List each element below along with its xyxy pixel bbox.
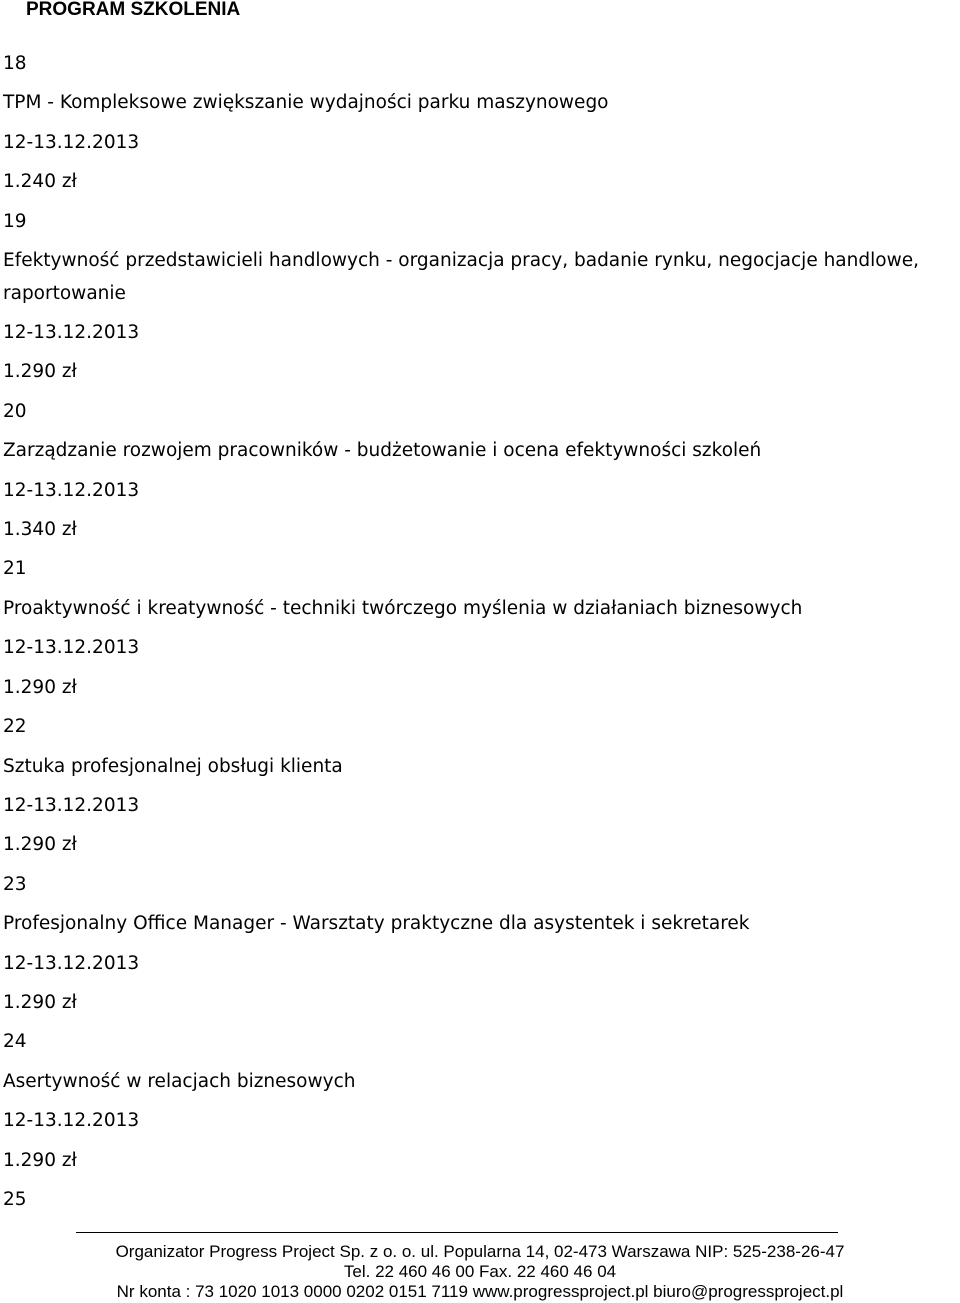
entry-price: 1.290 zł: [3, 1149, 77, 1171]
entry-date: 12-13.12.2013: [3, 1110, 140, 1132]
training-entry: [3, 392, 958, 550]
training-list: [3, 44, 958, 1219]
training-entry: [3, 865, 958, 1023]
entry-title: TPM - Kompleksowe zwiększanie wydajności parku maszynowego: [3, 92, 609, 114]
entry-date: 12-13.12.2013: [3, 637, 140, 659]
footer-account: Nr konta : 73 1020 1013 0000 0202 0151 7119 www.progressproject.pl biuro@progressproject.pl: [116, 1282, 844, 1301]
entry-price: 1.240 zł: [3, 171, 77, 193]
entry-date: 12-13.12.2013: [3, 952, 140, 974]
entry-title: Profesjonalny Office Manager - Warsztaty praktyczne dla asystentek i sekretarek: [3, 913, 750, 935]
entry-price: 1.290 zł: [3, 991, 77, 1013]
entry-price: 1.340 zł: [3, 519, 77, 541]
entry-title: Asertywność w relacjach biznesowych: [3, 1070, 356, 1092]
entry-number: 18: [3, 53, 27, 74]
entry-number: 23: [3, 873, 27, 895]
page-title: PROGRAM SZKOLENIA: [26, 0, 241, 20]
entry-number: 19: [3, 210, 27, 232]
entry-number: 22: [3, 716, 27, 738]
footer-organizer: Organizator Progress Project Sp. z o. o. ul. Popularna 14, 02-473 Warszawa NIP: 525-238-26-47: [115, 1242, 845, 1261]
training-entry: [3, 44, 958, 202]
entry-price: 1.290 zł: [3, 834, 77, 856]
entry-date: 12-13.12.2013: [3, 322, 140, 344]
entry-date: 12-13.12.2013: [3, 131, 140, 153]
training-entry: [3, 549, 958, 707]
entry-title: Proaktywność i kreatywność - techniki twórczego myślenia w działaniach biznesowych: [3, 597, 803, 619]
footer-contact: Tel. 22 460 46 00 Fax. 22 460 46 04: [343, 1262, 617, 1281]
footer-divider: [76, 1232, 838, 1233]
entry-date: 12-13.12.2013: [3, 479, 140, 501]
page-footer: [0, 1232, 960, 1302]
entry-number: 21: [3, 558, 27, 580]
entry-date: 12-13.12.2013: [3, 794, 140, 816]
training-entry: [3, 1022, 958, 1180]
entry-title: Sztuka profesjonalnej obsługi klienta: [3, 755, 343, 777]
training-entry: [3, 707, 958, 865]
entry-number: 20: [3, 400, 27, 422]
entry-price: 1.290 zł: [3, 361, 77, 383]
entry-price: 1.290 zł: [3, 676, 77, 698]
entry-title: Efektywność przedstawicieli handlowych - organizacja pracy, badanie rynku, negocjacje handlowe, raportowanie: [3, 250, 919, 305]
entry-title: Zarządzanie rozwojem pracowników - budżetowanie i ocena efektywności szkoleń: [3, 440, 762, 462]
training-entry: [3, 202, 958, 392]
entry-number: 24: [3, 1031, 27, 1053]
entry-number: 25: [3, 1188, 27, 1210]
